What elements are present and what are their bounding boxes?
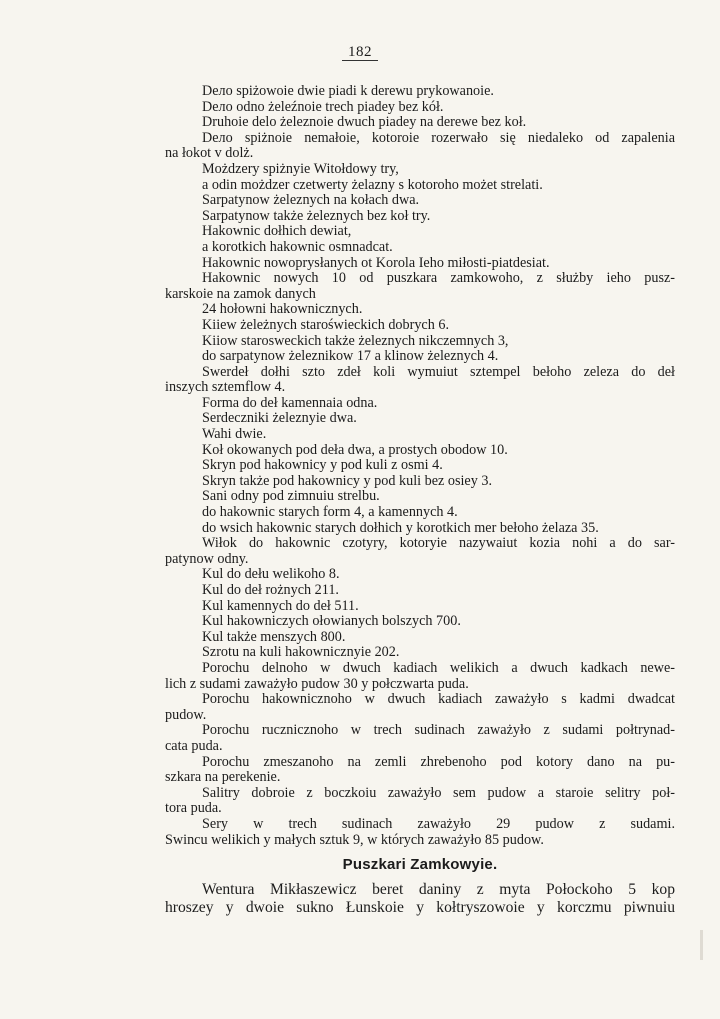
- text-line: Porochu rucznicznoho w trech sudinach zaważyło z sudami połtrynad-: [202, 723, 675, 739]
- text-line: do wsich hakownic starych dołhich y korotkich mer bełoho żelaza 35.: [202, 520, 599, 536]
- text-line: Szrotu na kuli hakownicznyie 202.: [202, 645, 400, 661]
- text-line: a odin możdzer czetwerty żelazny s kotoroho możet strelati.: [202, 177, 543, 193]
- text-line: Hakownic nowych 10 od puszkara zamkowoho, z służby ieho pusz-: [202, 271, 675, 287]
- text-line: a korotkich hakownic osmnadcat.: [202, 239, 393, 255]
- text-line: Serdeczniki żeleznyie dwa.: [202, 411, 357, 427]
- page-number: 182: [0, 44, 720, 61]
- text-line: Wiłok do hakownic czotyry, kotoryie nazywaiut kozia nohi a do sar-: [202, 536, 675, 552]
- text-line: Porochu hakownicznoho w dwuch kadiach zaważyło s kadmi dwadcat: [202, 692, 675, 708]
- text-line: Koł okowanych pod deła dwa, a prostych obodow 10.: [202, 442, 508, 458]
- section-heading: Puszkari Zamkowyie.: [342, 856, 498, 874]
- text-line: lich z sudami zaważyło pudow 30 y połczwarta puda.: [165, 676, 469, 692]
- text-line: inszych sztemflow 4.: [165, 380, 286, 396]
- text-line: Dело spiżnoie nemałoie, kotoroie rozerwało się niedaleko od zapalenia: [202, 130, 675, 146]
- text-line: Sarpatynow żeleznych na kołach dwa.: [202, 193, 420, 209]
- text-line: Swincu welikich y małych sztuk 9, w których zaważyło 85 pudow.: [165, 832, 544, 848]
- text-line: Skryn także pod hakownicy y pod kuli bez osiey 3.: [202, 473, 492, 489]
- text-line: pudow.: [165, 707, 207, 723]
- text-line: Porochu delnoho w dwuch kadiach welikich a dwuch kadkach newe-: [202, 660, 675, 676]
- text-line: Kul także menszych 800.: [202, 629, 346, 645]
- text-line: szkara na perekenie.: [165, 770, 281, 786]
- text-line: Kul do deł rożnych 211.: [202, 583, 339, 598]
- text-line: Forma do deł kamennaia odna.: [202, 395, 378, 411]
- document-body: [165, 84, 675, 917]
- text-line: 24 hołowni hakownicznych.: [202, 302, 363, 318]
- text-line: cata puda.: [165, 738, 223, 754]
- section-text-line: Wentura Mikłaszewicz beret daniny z myta Połockoho 5 kop: [202, 880, 675, 898]
- text-line: Skryn pod hakownicy y pod kuli z osmi 4.: [202, 458, 443, 474]
- text-line: Swerdeł dołhi szto zdeł koli wymuiut sztempel bełoho zeleza do deł: [202, 364, 675, 380]
- text-line: Sarpatynow także żeleznych bez koł try.: [202, 208, 431, 224]
- text-line: Porochu zmeszanoho na zemli zhrebenoho pod kotory dano na pu-: [202, 754, 675, 770]
- text-line: do sarpatynow żeleznikow 17 a klinow żeleznych 4.: [202, 349, 499, 365]
- text-line: Dело spiżowoie dwie piadi k derewu prykowanoie.: [202, 84, 494, 99]
- text-line: Hakownic nowoprysłanych ot Korola Ieho miłosti-piatdesiat.: [202, 255, 550, 271]
- text-line: Sani odny pod zimnuiu strelbu.: [202, 489, 380, 505]
- text-line: Możdzery spiżnyie Witołdowy try,: [202, 161, 399, 177]
- section-text-line: hroszey y dwoie sukno Łunskoie y kołtryszowoie y korczmu piwnuiu: [165, 898, 675, 916]
- text-line: Kiiew żeleżnych staroświeckich dobrych 6.: [202, 317, 450, 333]
- text-line: Kul kamennych do deł 511.: [202, 598, 359, 614]
- text-line: na łokot v dolż.: [165, 146, 254, 162]
- text-line: Wahi dwie.: [202, 427, 267, 443]
- text-line: Dело odno żeleźnoie trech piadey bez kół.: [202, 99, 444, 115]
- text-line: Salitry dobroie z boczkoiu zaważyło sem pudow a staroie selitry poł-: [202, 785, 675, 801]
- text-line: do hakownic starych form 4, a kamennych 4.: [202, 505, 458, 521]
- text-line: Druhoie delo żeleznoie dwuch piadey na derewe bez koł.: [202, 115, 527, 131]
- text-line: karskoie na zamok danych: [165, 286, 316, 302]
- text-line: Sery w trech sudinach zaważyło 29 pudow z sudami.: [202, 816, 675, 832]
- text-line: Kiiow starosweckich także żeleznych nikczemnych 3,: [202, 333, 509, 349]
- text-line: Hakownic dołhich dewiat,: [202, 224, 352, 240]
- text-line: patynow odny.: [165, 551, 249, 567]
- scan-mark: [700, 930, 703, 960]
- text-line: tora puda.: [165, 801, 222, 817]
- text-line: Kul hakowniczych ołowianych bolszych 700.: [202, 614, 461, 630]
- text-line: Kul do dełu welikoho 8.: [202, 567, 340, 583]
